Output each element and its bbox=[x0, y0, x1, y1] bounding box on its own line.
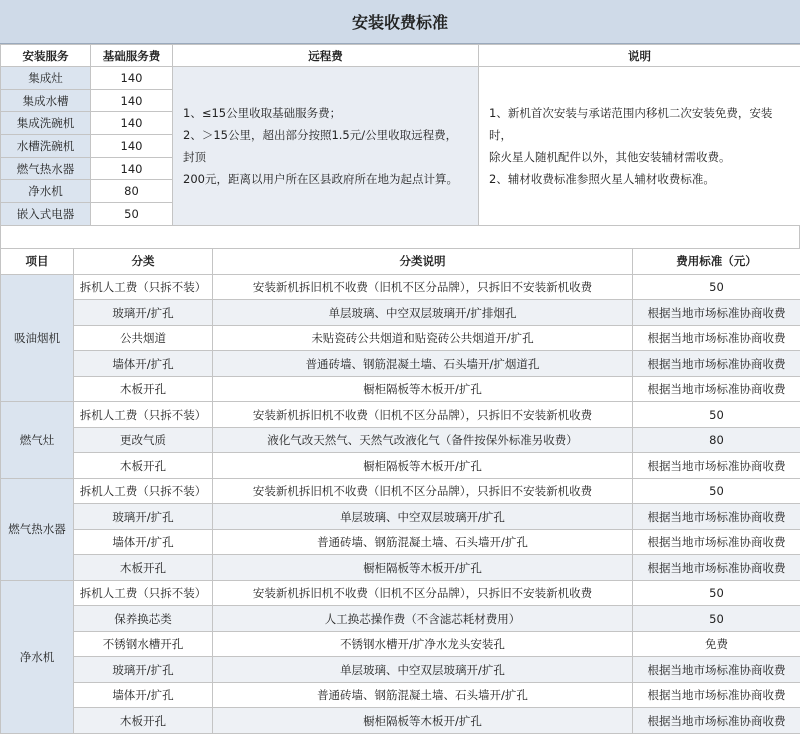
category-cell: 保养换芯类 bbox=[74, 606, 213, 632]
service-name: 集成水槽 bbox=[1, 89, 91, 112]
price-cell: 根据当地市场标准协商收费 bbox=[633, 351, 800, 377]
basic-fee-table bbox=[0, 44, 800, 226]
price-cell: 50 bbox=[633, 402, 800, 428]
category-desc-cell: 橱柜隔板等木板开/扩孔 bbox=[213, 708, 633, 734]
category-cell: 更改气质 bbox=[74, 427, 213, 453]
price-cell: 根据当地市场标准协商收费 bbox=[633, 376, 800, 402]
remote-fee-line: 200元，距离以用户所在区县政府所在地为起点计算。 bbox=[183, 171, 458, 186]
price-cell: 根据当地市场标准协商收费 bbox=[633, 682, 800, 708]
service-name: 嵌入式电器 bbox=[1, 203, 91, 226]
category-desc-cell: 普通砖墙、钢筋混凝土墙、石头墙开/扩孔 bbox=[213, 682, 633, 708]
category-cell: 木板开孔 bbox=[74, 708, 213, 734]
fee-row bbox=[1, 351, 800, 377]
category-desc-cell: 橱柜隔板等木板开/扩孔 bbox=[213, 453, 633, 479]
category-desc-cell: 不锈钢水槽开/扩净水龙头安装孔 bbox=[213, 631, 633, 657]
header-base-fee: 基础服务费 bbox=[91, 45, 173, 67]
category-desc-cell: 普通砖墙、钢筋混凝土墙、石头墙开/扩烟道孔 bbox=[213, 351, 633, 377]
category-cell: 玻璃开/扩孔 bbox=[74, 657, 213, 683]
service-fee: 140 bbox=[91, 67, 173, 90]
note-line: 1、新机首次安装与承诺范围内移机二次安装免费，安装时， bbox=[489, 105, 773, 142]
fee-row bbox=[1, 274, 800, 300]
category-desc-cell: 安装新机拆旧机不收费（旧机不区分品牌），只拆旧不安装新机收费 bbox=[213, 274, 633, 300]
fee-row bbox=[1, 427, 800, 453]
header-note: 说明 bbox=[479, 45, 800, 67]
category-desc-cell: 液化气改天然气、天然气改液化气（备件按保外标准另收费） bbox=[213, 427, 633, 453]
category-desc-cell: 人工换芯操作费（不含滤芯耗材费用） bbox=[213, 606, 633, 632]
service-name: 水槽洗碗机 bbox=[1, 135, 91, 158]
category-cell: 拆机人工费（只拆不装） bbox=[74, 402, 213, 428]
fee-row bbox=[1, 376, 800, 402]
price-cell: 50 bbox=[633, 580, 800, 606]
category-cell: 墙体开/扩孔 bbox=[74, 351, 213, 377]
project-cell: 燃气热水器 bbox=[1, 478, 74, 580]
price-cell: 根据当地市场标准协商收费 bbox=[633, 300, 800, 326]
category-cell: 玻璃开/扩孔 bbox=[74, 504, 213, 530]
price-cell: 根据当地市场标准协商收费 bbox=[633, 325, 800, 351]
category-cell: 玻璃开/扩孔 bbox=[74, 300, 213, 326]
header-remote-fee: 远程费 bbox=[173, 45, 479, 67]
remote-fee-line: 1、≤15公里收取基础服务费； bbox=[183, 105, 342, 120]
fee-row bbox=[1, 453, 800, 479]
category-cell: 不锈钢水槽开孔 bbox=[74, 631, 213, 657]
category-cell: 木板开孔 bbox=[74, 453, 213, 479]
service-name: 燃气热水器 bbox=[1, 157, 91, 180]
category-desc-cell: 单层玻璃、中空双层玻璃开/扩孔 bbox=[213, 657, 633, 683]
service-fee: 140 bbox=[91, 157, 173, 180]
category-desc-cell: 单层玻璃、中空双层玻璃开/扩孔 bbox=[213, 504, 633, 530]
project-cell: 吸油烟机 bbox=[1, 274, 74, 402]
category-cell: 木板开孔 bbox=[74, 376, 213, 402]
extra-fee-header-row bbox=[1, 248, 800, 274]
price-cell: 50 bbox=[633, 478, 800, 504]
category-desc-cell: 单层玻璃、中空双层玻璃开/扩排烟孔 bbox=[213, 300, 633, 326]
service-name: 集成洗碗机 bbox=[1, 112, 91, 135]
fee-row bbox=[1, 504, 800, 530]
service-fee: 50 bbox=[91, 203, 173, 226]
note-line: 2、辅材收费标准参照火星人辅材收费标准。 bbox=[489, 171, 715, 186]
basic-fee-header-row bbox=[1, 45, 800, 67]
fee-row bbox=[1, 478, 800, 504]
fee-row bbox=[1, 657, 800, 683]
category-desc-cell: 安装新机拆旧机不收费（旧机不区分品牌），只拆旧不安装新机收费 bbox=[213, 478, 633, 504]
category-cell: 公共烟道 bbox=[74, 325, 213, 351]
fee-row bbox=[1, 325, 800, 351]
price-cell: 50 bbox=[633, 606, 800, 632]
category-desc-cell: 橱柜隔板等木板开/扩孔 bbox=[213, 376, 633, 402]
category-cell: 拆机人工费（只拆不装） bbox=[74, 274, 213, 300]
fee-row bbox=[1, 402, 800, 428]
note-line: 除火星人随机配件以外，其他安装辅材需收费。 bbox=[489, 149, 731, 164]
fee-row bbox=[1, 300, 800, 326]
header-install-service: 安装服务 bbox=[1, 45, 91, 67]
category-desc-cell: 未贴瓷砖公共烟道和贴瓷砖公共烟道开/扩孔 bbox=[213, 325, 633, 351]
fee-row bbox=[1, 631, 800, 657]
price-cell: 80 bbox=[633, 427, 800, 453]
fee-row bbox=[1, 529, 800, 555]
project-cell: 燃气灶 bbox=[1, 402, 74, 479]
service-fee: 80 bbox=[91, 180, 173, 203]
fee-row bbox=[1, 555, 800, 581]
header-item: 项目 bbox=[1, 248, 74, 274]
note-text bbox=[479, 67, 800, 226]
category-desc-cell: 橱柜隔板等木板开/扩孔 bbox=[213, 555, 633, 581]
price-cell: 根据当地市场标准协商收费 bbox=[633, 453, 800, 479]
fee-row bbox=[1, 606, 800, 632]
price-cell: 根据当地市场标准协商收费 bbox=[633, 504, 800, 530]
fee-row bbox=[1, 682, 800, 708]
section-spacer bbox=[0, 226, 800, 248]
price-cell: 根据当地市场标准协商收费 bbox=[633, 708, 800, 734]
fee-row bbox=[1, 708, 800, 734]
page-title: 安装收费标准 bbox=[0, 0, 800, 44]
service-fee: 140 bbox=[91, 112, 173, 135]
price-cell: 50 bbox=[633, 274, 800, 300]
header-price: 费用标准（元） bbox=[633, 248, 800, 274]
service-fee: 140 bbox=[91, 89, 173, 112]
service-name: 集成灶 bbox=[1, 67, 91, 90]
header-category: 分类 bbox=[74, 248, 213, 274]
fee-row bbox=[1, 580, 800, 606]
price-cell: 根据当地市场标准协商收费 bbox=[633, 529, 800, 555]
service-name: 净水机 bbox=[1, 180, 91, 203]
service-fee: 140 bbox=[91, 135, 173, 158]
project-cell: 净水机 bbox=[1, 580, 74, 733]
price-cell: 根据当地市场标准协商收费 bbox=[633, 555, 800, 581]
category-cell: 墙体开/扩孔 bbox=[74, 529, 213, 555]
category-cell: 拆机人工费（只拆不装） bbox=[74, 478, 213, 504]
category-cell: 拆机人工费（只拆不装） bbox=[74, 580, 213, 606]
remote-fee-line: 2、＞15公里，超出部分按照1.5元/公里收取远程费，封顶 bbox=[183, 127, 458, 164]
service-row bbox=[1, 67, 800, 90]
category-cell: 墙体开/扩孔 bbox=[74, 682, 213, 708]
header-category-desc: 分类说明 bbox=[213, 248, 633, 274]
category-desc-cell: 安装新机拆旧机不收费（旧机不区分品牌），只拆旧不安装新机收费 bbox=[213, 402, 633, 428]
price-cell: 根据当地市场标准协商收费 bbox=[633, 657, 800, 683]
remote-fee-text bbox=[173, 67, 479, 226]
category-desc-cell: 安装新机拆旧机不收费（旧机不区分品牌），只拆旧不安装新机收费 bbox=[213, 580, 633, 606]
price-cell: 免费 bbox=[633, 631, 800, 657]
extra-fee-table bbox=[0, 248, 800, 734]
category-desc-cell: 普通砖墙、钢筋混凝土墙、石头墙开/扩孔 bbox=[213, 529, 633, 555]
category-cell: 木板开孔 bbox=[74, 555, 213, 581]
